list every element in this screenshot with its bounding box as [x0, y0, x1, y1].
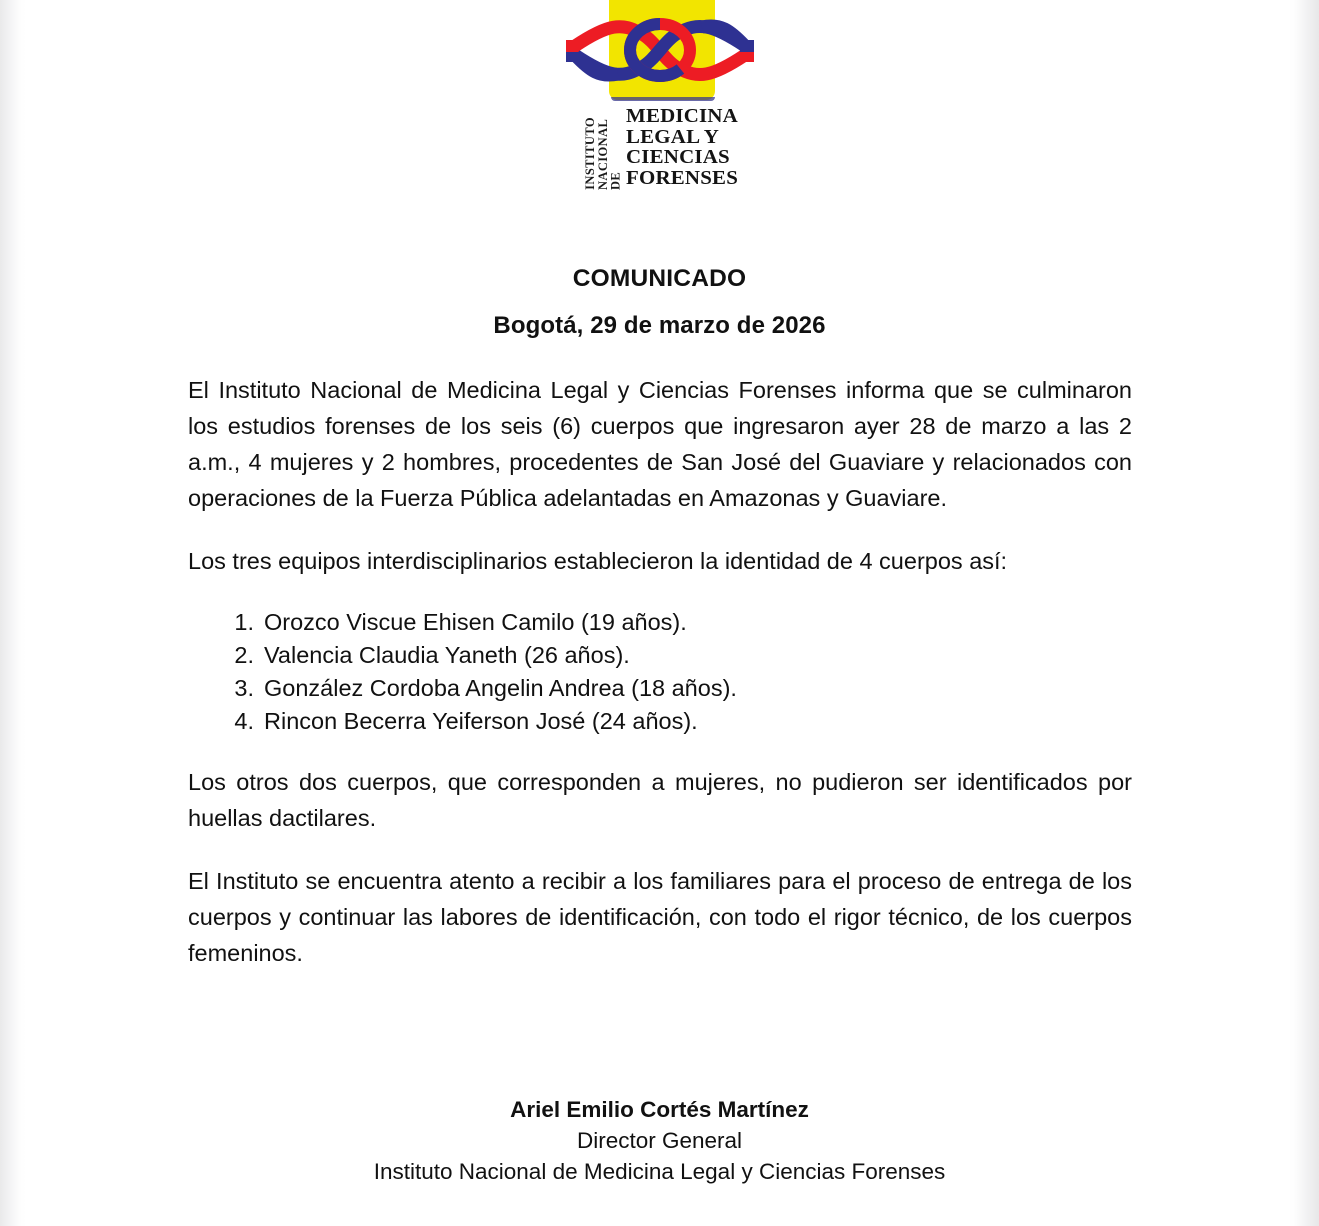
institution-logo — [495, 0, 825, 190]
signatory-organization: Instituto Nacional de Medicina Legal y Ciencias Forenses — [373, 1159, 946, 1184]
paragraph-closing: El Instituto se encuentra atento a recibir a los familiares para el proceso de entrega de los cuerpos y continuar las labores de identificación, con todo el rigor técnico, de los cuerpos femeninos. — [188, 868, 1132, 966]
list-item: Valencia Claudia Yaneth (26 años). — [264, 642, 630, 668]
logo-rotated-line-nacional-de: NACIONAL DE — [596, 119, 623, 190]
logo-rotated-text-group — [583, 106, 623, 190]
logo-main-text-group — [626, 105, 739, 190]
logo-line-ciencias: CIENCIAS — [626, 146, 731, 168]
logo-line-legal-y: LEGAL Y — [626, 125, 720, 148]
list-item: Rincon Becerra Yeiferson José (24 años). — [264, 708, 698, 734]
emblem-graphic — [560, 0, 760, 101]
paragraph-unidentified: Los otros dos cuerpos, que corresponden a mujeres, no pudieron ser identificados por huellas dactilares. — [188, 769, 1132, 831]
page-right-edge-shading — [1289, 0, 1319, 1226]
document-body — [188, 372, 1132, 998]
list-item: Orozco Viscue Ehisen Camilo (19 años). — [264, 609, 687, 635]
signatory-name: Ariel Emilio Cortés Martínez — [510, 1097, 809, 1122]
list-item: González Cordoba Angelin Andrea (18 años). — [264, 675, 737, 701]
page-left-edge-shading — [0, 0, 26, 1226]
page-title: COMUNICADO — [572, 265, 747, 292]
paragraph-identity-lead: Los tres equipos interdisciplinarios establecieron la identidad de 4 cuerpos así: — [188, 548, 1008, 574]
logo-line-medicina: MEDICINA — [626, 105, 739, 127]
identified-persons-list — [188, 606, 1132, 738]
signature-block — [0, 1094, 1319, 1187]
logo-rotated-line-instituto: INSTITUTO — [582, 117, 597, 190]
logo-wordmark — [582, 105, 739, 190]
paragraph-intro: El Instituto Nacional de Medicina Legal y Ciencias Forenses informa que se culminaron los estudios forenses de los seis (6) cuerpos que ingresaron ayer 28 de marzo a las 2 a.m., 4 mujeres y 2 hombres, procedentes de San José del Guaviare y relacionados con operaciones de la Fuerza Pública adelantadas en Amazonas y Guaviare. — [188, 377, 1132, 511]
signatory-role: Director General — [576, 1128, 743, 1153]
logo-line-forenses: FORENSES — [626, 166, 739, 189]
dateline: Bogotá, 29 de marzo de 2026 — [493, 312, 826, 339]
emblem-ribbon-icon — [560, 0, 760, 101]
